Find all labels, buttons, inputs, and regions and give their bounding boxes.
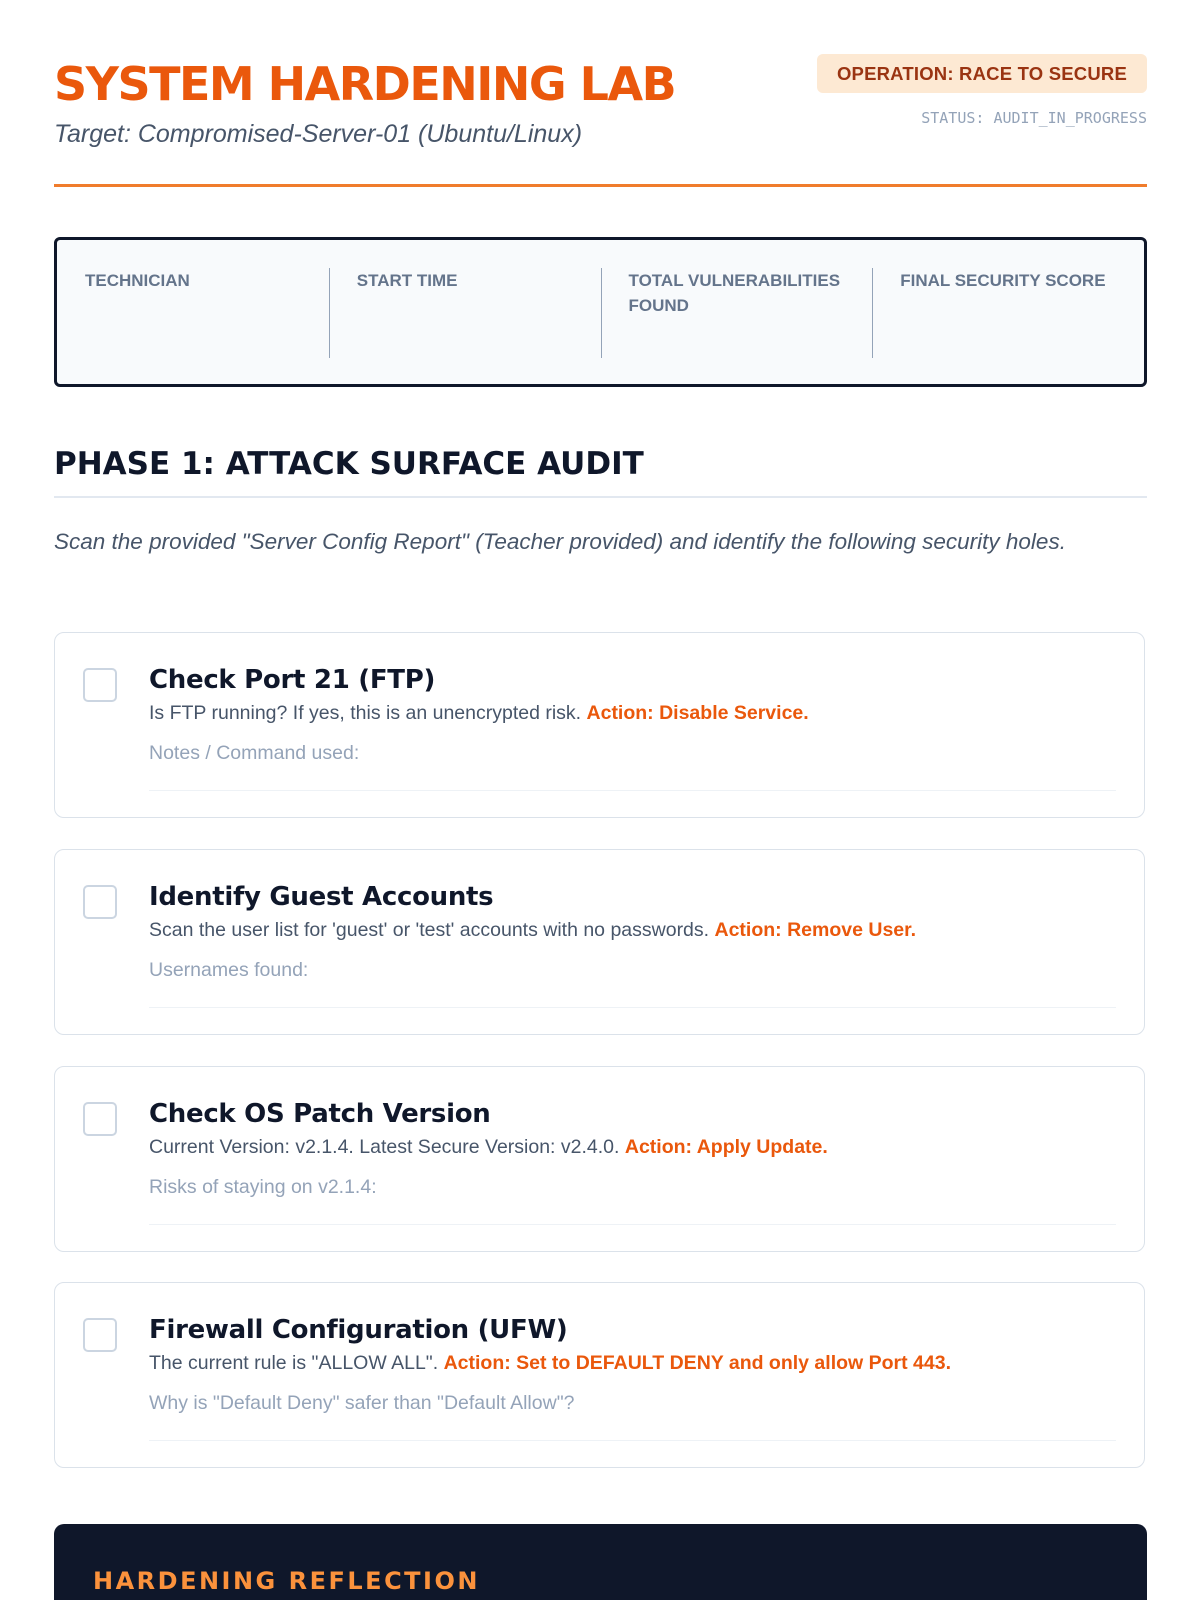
task-note-label: Why is "Default Deny" safer than "Default Allow"? [149,1392,575,1414]
task-answer-line[interactable] [149,1007,1116,1008]
task-description-text: The current rule is "ALLOW ALL". [149,1352,439,1374]
task-description-text: Current Version: v2.1.4. Latest Secure Version: v2.4.0. [149,1136,620,1158]
task-description [149,1349,951,1377]
start-time-field[interactable] [329,240,601,384]
worksheet-page [54,0,1147,1595]
task-checkbox[interactable] [83,885,117,919]
session-info-box [54,237,1147,387]
task-note-label: Notes / Command used: [149,742,360,764]
task-checkbox[interactable] [83,1318,117,1352]
task-checkbox[interactable] [83,1102,117,1136]
operation-badge: OPERATION: RACE TO SECURE [817,54,1147,93]
page-title: SYSTEM HARDENING LAB [54,57,676,111]
task-card-firewall [54,1282,1145,1468]
task-title: Check Port 21 (FTP) [149,665,436,695]
phase-1-title: PHASE 1: ATTACK SURFACE AUDIT [54,444,1147,498]
target-subtitle: Target: Compromised-Server-01 (Ubuntu/Linux) [54,120,583,148]
total-vulnerabilities-label: TOTAL VULNERABILITIES FOUND [628,271,841,315]
phase-1-description: Scan the provided "Server Config Report" (Teacher provided) and identify the following security holes. [54,529,1066,554]
final-security-score-label: FINAL SECURITY SCORE [900,271,1106,290]
technician-label: TECHNICIAN [85,271,190,290]
task-action: Action: Disable Service. [586,702,809,724]
final-security-score-field[interactable] [872,240,1144,384]
reflection-title: HARDENING REFLECTION [93,1567,480,1595]
task-action: Action: Set to DEFAULT DENY and only allow Port 443. [443,1352,951,1374]
page-header [54,0,1147,187]
status-text: STATUS: AUDIT_IN_PROGRESS [921,109,1147,127]
task-answer-line[interactable] [149,1224,1116,1225]
task-description-text: Scan the user list for 'guest' or 'test' accounts with no passwords. [149,919,710,941]
task-description [149,916,916,944]
task-card-guest-accounts [54,849,1145,1035]
reflection-section [54,1524,1147,1600]
task-checkbox[interactable] [83,668,117,702]
start-time-label: START TIME [356,271,458,290]
task-title: Identify Guest Accounts [149,882,494,912]
task-title: Firewall Configuration (UFW) [149,1315,568,1345]
task-description [149,1133,828,1161]
task-card-ftp [54,632,1145,818]
task-description [149,699,809,727]
task-card-os-patch [54,1066,1145,1252]
task-action: Action: Remove User. [714,919,917,941]
task-action: Action: Apply Update. [624,1136,828,1158]
task-note-label: Usernames found: [149,959,309,981]
task-answer-line[interactable] [149,790,1116,791]
technician-field[interactable] [57,240,329,384]
total-vulnerabilities-field[interactable] [601,240,873,384]
task-note-label: Risks of staying on v2.1.4: [149,1176,377,1198]
task-title: Check OS Patch Version [149,1099,491,1129]
task-answer-line[interactable] [149,1440,1116,1441]
task-description-text: Is FTP running? If yes, this is an unencrypted risk. [149,702,582,724]
